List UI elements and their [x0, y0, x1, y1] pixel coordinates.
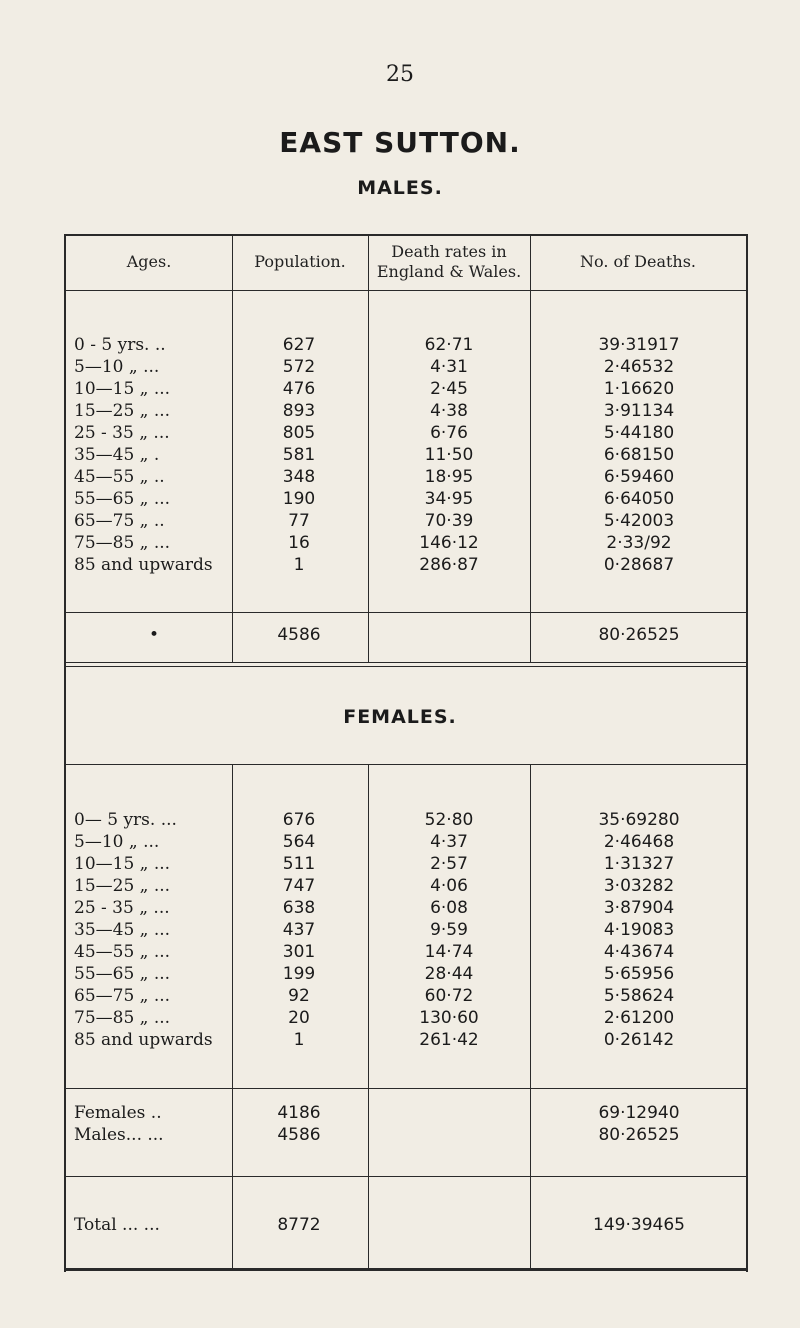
- table-row: [0, 488, 800, 510]
- grand-total-label: Total ... ...: [74, 1215, 160, 1235]
- deaths-cell: 3·03282: [603, 876, 675, 896]
- age-cell: 65—75 „ ..: [74, 511, 165, 531]
- age-cell: 55—65 „ ...: [74, 489, 171, 509]
- rate-cell: 34·95: [424, 489, 474, 509]
- summary-population: 4586: [277, 1125, 321, 1145]
- summary-population: 4186: [277, 1103, 321, 1123]
- population-cell: 437: [282, 920, 316, 940]
- summary-deaths: 69·12940: [598, 1103, 680, 1123]
- deaths-cell: 3·91134: [603, 401, 675, 421]
- table-row: [0, 378, 800, 400]
- header-population: Population.: [254, 252, 346, 271]
- deaths-cell: 5·58624: [603, 986, 675, 1006]
- deaths-cell: 2·46532: [603, 357, 675, 377]
- summary-label: Females ..: [74, 1103, 162, 1123]
- females-header-rule: [64, 764, 748, 765]
- males-heading: MALES.: [357, 177, 443, 199]
- header-death-rates-line-2: England & Wales.: [376, 262, 522, 281]
- rate-cell: 6·76: [430, 423, 468, 443]
- deaths-cell: 4·43674: [603, 942, 675, 962]
- population-cell: 1: [293, 1030, 305, 1050]
- deaths-cell: 5·44180: [603, 423, 675, 443]
- rate-cell: 4·06: [430, 876, 468, 896]
- deaths-cell: 2·33/92: [606, 533, 672, 553]
- table-top-rule: [64, 234, 748, 236]
- age-cell: 75—85 „ ...: [74, 1008, 171, 1028]
- deaths-cell: 0·26142: [603, 1030, 675, 1050]
- header-deaths: No. of Deaths.: [579, 252, 697, 271]
- table-row: [0, 809, 800, 831]
- deaths-cell: 2·61200: [603, 1008, 675, 1028]
- rate-cell: 4·38: [430, 401, 468, 421]
- rate-cell: 2·45: [430, 379, 468, 399]
- rate-cell: 286·87: [419, 555, 479, 575]
- population-cell: 199: [282, 964, 316, 984]
- population-cell: 92: [288, 986, 310, 1006]
- age-cell: 0— 5 yrs. ...: [74, 810, 177, 830]
- age-cell: 55—65 „ ...: [74, 964, 171, 984]
- grand-total-row: [0, 1214, 800, 1236]
- rate-cell: 70·39: [424, 511, 474, 531]
- population-cell: 476: [282, 379, 316, 399]
- table-row: [0, 356, 800, 378]
- table-row: [0, 444, 800, 466]
- rate-cell: 4·31: [430, 357, 468, 377]
- age-cell: 10—15 „ ...: [74, 854, 171, 874]
- table-row: [0, 919, 800, 941]
- rate-cell: 6·08: [430, 898, 468, 918]
- header-death-rates-line-1: Death rates in: [391, 242, 507, 261]
- age-cell: 35—45 „ .: [74, 445, 160, 465]
- males-total-deaths: 80·26525: [598, 625, 680, 645]
- table-row: [0, 334, 800, 356]
- population-cell: 627: [282, 335, 316, 355]
- population-cell: 676: [282, 810, 316, 830]
- age-cell: 45—55 „ ...: [74, 942, 171, 962]
- table-row: [0, 510, 800, 532]
- males-total-population: 4586: [277, 625, 321, 645]
- summary-deaths: 80·26525: [598, 1125, 680, 1145]
- table-row: [0, 554, 800, 576]
- rate-cell: 28·44: [424, 964, 474, 984]
- population-cell: 301: [282, 942, 316, 962]
- table-row: [0, 831, 800, 853]
- rate-cell: 62·71: [424, 335, 474, 355]
- table-row: [0, 985, 800, 1007]
- females-heading: FEMALES.: [343, 706, 457, 728]
- deaths-cell: 2·46468: [603, 832, 675, 852]
- table-row: [0, 400, 800, 422]
- males-total-rule: [64, 612, 748, 613]
- females-summary-rule: [64, 1088, 748, 1089]
- age-cell: 5—10 „ ...: [74, 832, 160, 852]
- age-cell: 85 and upwards: [74, 1030, 213, 1050]
- deaths-cell: 1·16620: [603, 379, 675, 399]
- grand-total-population: 8772: [277, 1215, 321, 1235]
- rate-cell: 14·74: [424, 942, 474, 962]
- header-rule: [64, 290, 748, 291]
- deaths-cell: 6·68150: [603, 445, 675, 465]
- males-total-marker: •: [148, 625, 160, 645]
- population-cell: 638: [282, 898, 316, 918]
- population-cell: 1: [293, 555, 305, 575]
- page-number: 25: [386, 62, 414, 87]
- population-cell: 747: [282, 876, 316, 896]
- population-cell: 190: [282, 489, 316, 509]
- deaths-cell: 0·28687: [603, 555, 675, 575]
- deaths-cell: 6·64050: [603, 489, 675, 509]
- page-title: EAST SUTTON.: [279, 126, 521, 159]
- table-row: [0, 963, 800, 985]
- rate-cell: 130·60: [419, 1008, 479, 1028]
- rate-cell: 11·50: [424, 445, 474, 465]
- population-cell: 348: [282, 467, 316, 487]
- deaths-cell: 35·69280: [598, 810, 680, 830]
- rate-cell: 60·72: [424, 986, 474, 1006]
- age-cell: 65—75 „ ...: [74, 986, 171, 1006]
- age-cell: 5—10 „ ...: [74, 357, 160, 377]
- population-cell: 564: [282, 832, 316, 852]
- summary-row-males: [0, 1124, 800, 1146]
- population-cell: 893: [282, 401, 316, 421]
- rate-cell: 9·59: [430, 920, 468, 940]
- table-row: [0, 1029, 800, 1051]
- rate-cell: 2·57: [430, 854, 468, 874]
- population-cell: 511: [282, 854, 316, 874]
- males-end-rule-2: [64, 666, 748, 667]
- table-row: [0, 466, 800, 488]
- rate-cell: 261·42: [419, 1030, 479, 1050]
- age-cell: 0 - 5 yrs. ..: [74, 335, 166, 355]
- table-row: [0, 1007, 800, 1029]
- age-cell: 85 and upwards: [74, 555, 213, 575]
- age-cell: 25 - 35 „ ...: [74, 423, 170, 443]
- table-row: [0, 941, 800, 963]
- deaths-cell: 3·87904: [603, 898, 675, 918]
- population-cell: 572: [282, 357, 316, 377]
- population-cell: 20: [288, 1008, 310, 1028]
- summary-row-females: [0, 1102, 800, 1124]
- grand-total-deaths: 149·39465: [593, 1215, 685, 1235]
- summary-label: Males... ...: [74, 1125, 164, 1145]
- population-cell: 805: [282, 423, 316, 443]
- males-end-rule-1: [64, 662, 748, 663]
- table-bottom-rule: [64, 1268, 748, 1271]
- table-row: [0, 875, 800, 897]
- rate-cell: 4·37: [430, 832, 468, 852]
- total-rule: [64, 1176, 748, 1177]
- table-row: [0, 532, 800, 554]
- deaths-cell: 5·65956: [603, 964, 675, 984]
- table-row: [0, 897, 800, 919]
- deaths-cell: 5·42003: [603, 511, 675, 531]
- population-cell: 581: [282, 445, 316, 465]
- age-cell: 45—55 „ ..: [74, 467, 165, 487]
- age-cell: 25 - 35 „ ...: [74, 898, 170, 918]
- header-ages: Ages.: [126, 252, 172, 271]
- deaths-cell: 1·31327: [603, 854, 675, 874]
- deaths-cell: 39·31917: [598, 335, 680, 355]
- population-cell: 16: [288, 533, 310, 553]
- deaths-cell: 4·19083: [603, 920, 675, 940]
- deaths-cell: 6·59460: [603, 467, 675, 487]
- header-death-rates: [368, 242, 530, 282]
- table-row: [0, 853, 800, 875]
- age-cell: 35—45 „ ...: [74, 920, 171, 940]
- age-cell: 15—25 „ ...: [74, 876, 171, 896]
- rate-cell: 18·95: [424, 467, 474, 487]
- age-cell: 10—15 „ ...: [74, 379, 171, 399]
- rate-cell: 52·80: [424, 810, 474, 830]
- males-total-row: [0, 624, 800, 646]
- age-cell: 75—85 „ ...: [74, 533, 171, 553]
- age-cell: 15—25 „ ...: [74, 401, 171, 421]
- rate-cell: 146·12: [419, 533, 479, 553]
- population-cell: 77: [288, 511, 310, 531]
- table-row: [0, 422, 800, 444]
